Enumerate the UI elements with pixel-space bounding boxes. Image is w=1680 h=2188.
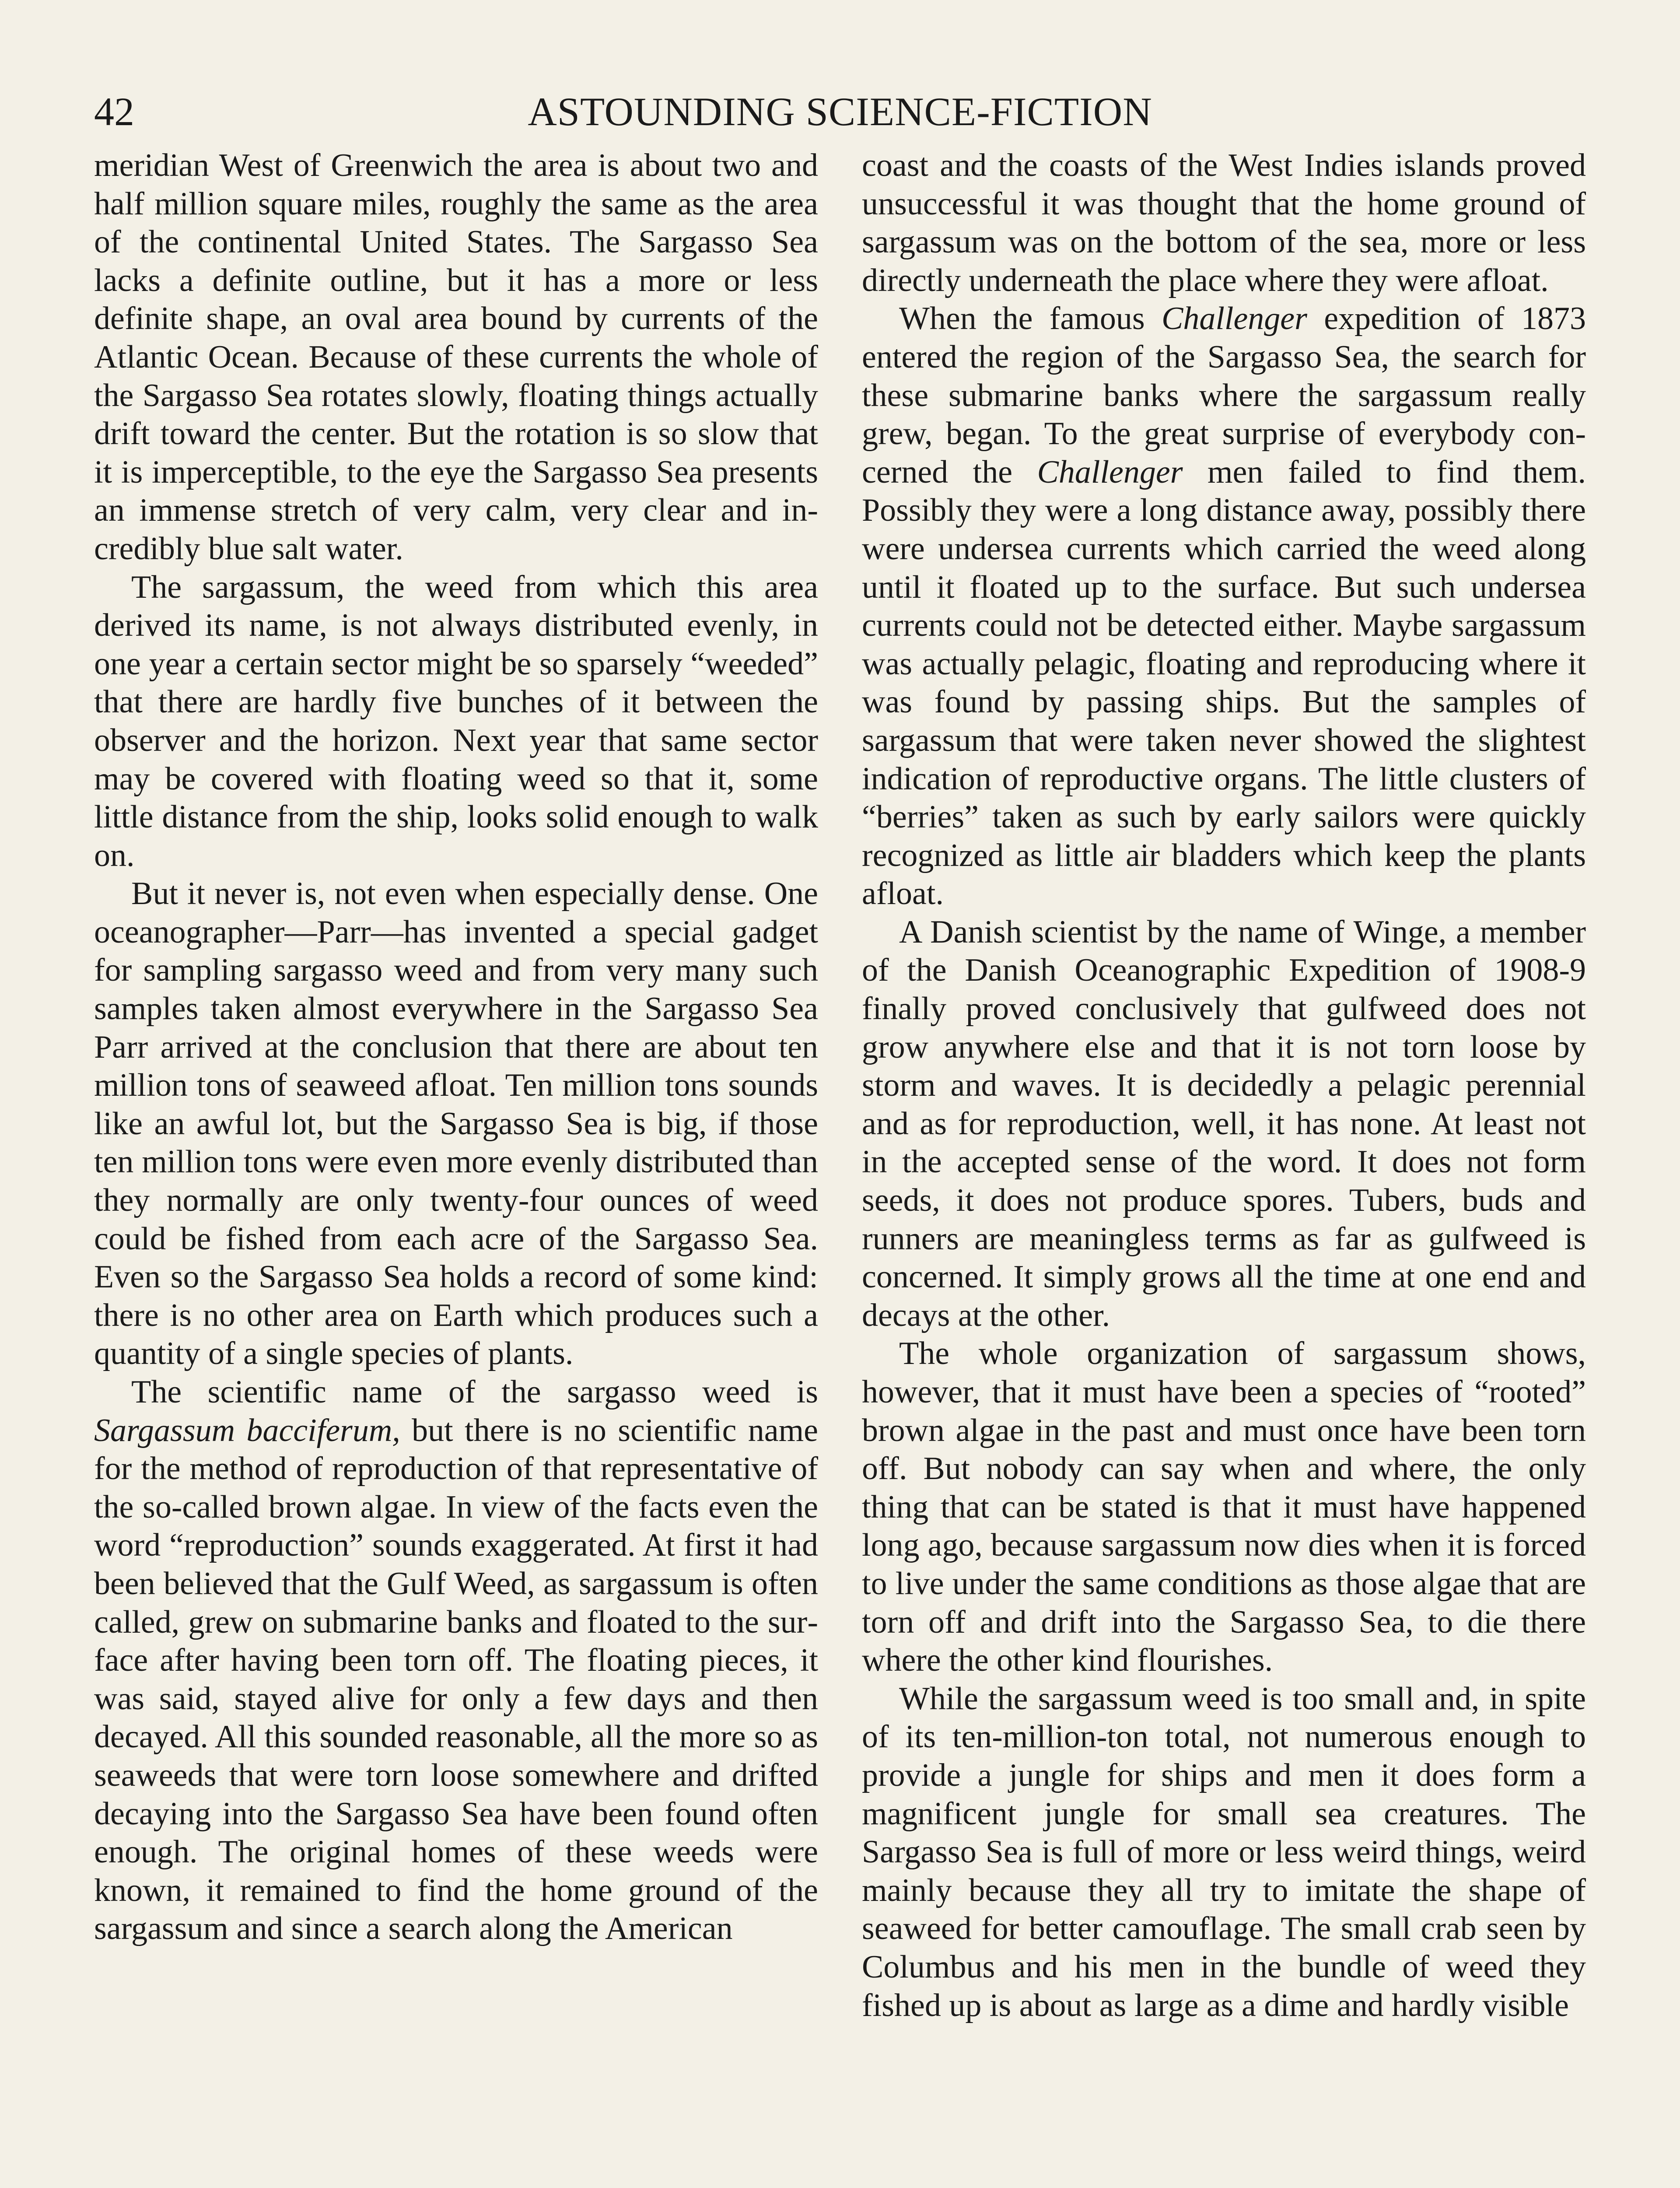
paragraph: meridian West of Greenwich the area is about two and half million square miles, roughly the same as the area of the continental United States. The Sargasso Sea lacks a definite outline, but it has a more or less definite shape, an oval area bound by currents of the Atlantic Ocean. Because of these currents the whole of the Sargasso Sea rotates slowly, floating things actually drift toward the center. But the rotation is so slow that it is imperceptible, to the eye the Sargasso Sea presents an immense stretch of very calm, very clear and incredibly blue salt water. [94,147,818,567]
article-body [94,147,1586,2188]
page-header [94,81,1586,142]
paragraph: A Danish scientist by the name of Winge, a member of the Danish Oceanographic Expedition of 1908-9 finally proved conclusively that gulfweed does not grow anywhere else and that it is not torn loose by storm and waves. It is decidedly a pelagic perennial and as for reproduction, well, it has none. At least not in the accepted sense of the word. It does not form seeds, it does not produce spores. Tubers, buds and runners are meaningless terms as far as gulfweed is concerned. It simply grows all the time at one end and decays at the other. [862,914,1586,1333]
paragraph-text: but there is no scientific name for the method of reproduction of that representative of the so-called brown algae. In view of the facts even the word “reproduction” sounds exaggerated. At first it had been believed that the Gulf Weed, as sargassum is often called, grew on submarine banks and floated to the surface after having been torn off. The floating pieces, it was said, stayed alive for only a few days and then decayed. All this sounded reasonable, all the more so as seaweeds that were torn loose somewhere and drifted decaying into the Sargasso Sea have been found often enough. The original homes of these weeds were known, it remained to find the home ground of the sargassum and since a search along the American [94,1412,818,1947]
right-column [862,147,1586,2188]
ship-name: Challenger [1161,301,1307,337]
paragraph: coast and the coasts of the West Indies islands proved unsuccessful it was thought that the home ground of sargassum was on the bottom of the sea, more or less directly underneath the place where they were afloat. [862,147,1586,298]
scientific-name: Sargassum bacciferum, [94,1412,400,1448]
page-number: 42 [94,89,134,134]
paragraph-text: men failed to find them. Possibly they were a long distance away, possibly there were undersea currents which carried the weed along until it floated up to the surface. But such undersea currents could not be detected either. Maybe sargassum was actually pelagic, floating and reproducing where it was found by passing ships. But the samples of sargassum that were taken never showed the slightest indication of reproductive organs. The little clusters of “berries” taken as such by early sailors were quickly recognized as little air bladders which keep the plants afloat. [862,454,1586,912]
paragraph: While the sargassum weed is too small and, in spite of its ten-million-ton total, not numerous enough to provide a jungle for ships and men it does form a magnificent jungle for small sea creatures. The Sargasso Sea is full of more or less weird things, weird mainly because they all try to imitate the shape of seaweed for better camouflage. The small crab seen by Columbus and his men in the bundle of weed they fished up is about as large as a dime and hardly visible [862,1680,1586,2023]
paragraph-text: expedition of 1873 entered the region of the Sargasso Sea, the search for these submarine banks where the sargassum really grew, began. To the great surprise of everybody concerned the [862,301,1586,490]
paragraph [862,300,1586,913]
paragraph: The whole organization of sargassum shows, however, that it must have been a species of “rooted” brown algae in the past and must once have been torn off. But nobody can say when and where, the only thing that can be stated is that it must have happened long ago, because sargassum now dies when it is forced to live under the same conditions as those algae that are torn off and drift into the Sargasso Sea, to die there where the other kind flourishes. [862,1336,1586,1679]
running-title: ASTOUNDING SCIENCE-FICTION [528,89,1152,134]
paragraph-text: The scientific name of the sargasso weed is [131,1374,818,1410]
ship-name: Challenger [1037,454,1183,490]
left-column [94,147,818,2188]
paragraph: But it never is, not even when especially dense. One oceanographer—Parr—has invented a special gadget for sampling sargasso weed and from very many such samples taken almost everywhere in the Sargasso Sea Parr arrived at the conclusion that there are about ten million tons of seaweed afloat. Ten million tons sounds like an awful lot, but the Sargasso Sea is big, if those ten million tons were even more evenly distributed than they normally are only twenty-four ounces of weed could be fished from each acre of the Sargasso Sea. Even so the Sargasso Sea holds a record of some kind: there is no other area on Earth which produces such a quantity of a single species of plants. [94,876,818,1372]
paragraph: The sargassum, the weed from which this area derived its name, is not always distributed evenly, in one year a certain sector might be so sparsely “weeded” that there are hardly five bunches of it between the observer and the horizon. Next year that same sector may be covered with floating weed so that it, some little distance from the ship, looks solid enough to walk on. [94,569,818,873]
paragraph [94,1373,818,1948]
paragraph-text: When the famous [899,301,1162,337]
